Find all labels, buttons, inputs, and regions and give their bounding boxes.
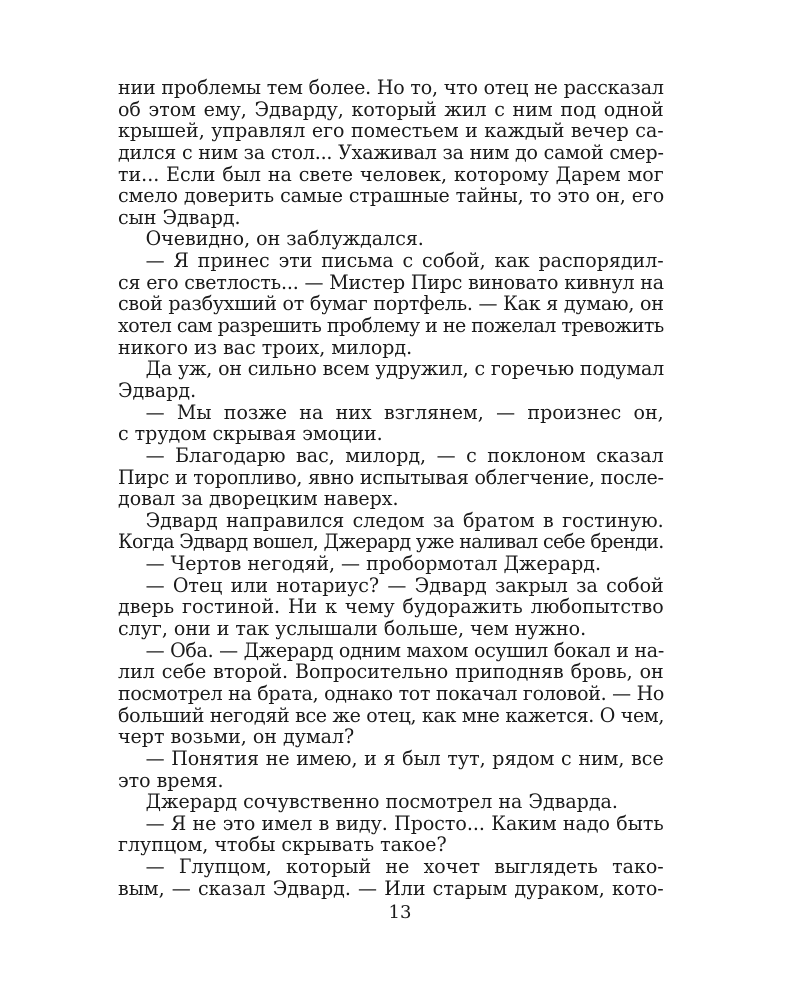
text-line: Джерард сочувственно посмотрел на Эдварда.	[145, 790, 618, 814]
text-line: — Отец или нотариус? — Эдвард закрыл за собой	[145, 573, 664, 597]
text-line: Эдвард направился следом за братом в гостиную.	[145, 508, 664, 532]
text-line: — Благодарю вас, милорд, — с поклоном сказал	[145, 443, 664, 467]
text-line: дверь гостиной. Ни к чему будоражить любопытство	[118, 595, 664, 619]
text-line: Да уж, он сильно всем удружил, с горечью подумал	[145, 357, 665, 381]
text-line: слуг, они и так услышали больше, чем нужно.	[118, 617, 587, 641]
body-text	[118, 77, 664, 899]
text-line: глупцом, чтобы скрывать такое?	[118, 833, 447, 857]
text-line: Эдвард.	[118, 378, 197, 402]
text-line: лил себе второй. Вопросительно приподняв бровь, он	[118, 660, 664, 684]
text-line: Пирс и торопливо, явно испытывая облегчение, после-	[118, 465, 664, 489]
text-line: свой разбухший от бумаг портфель. — Как я думаю, он	[118, 292, 664, 316]
text-line: вым, — сказал Эдвард. — Или старым дураком, кото-	[118, 876, 664, 900]
text-line: нии проблемы тем более. Но то, что отец не рассказал	[118, 76, 664, 99]
text-line: ся его светлость... — Мистер Пирс виновато кивнул на	[118, 270, 664, 294]
text-line: об этом ему, Эдварду, который жил с ним под одной	[118, 97, 664, 121]
text-line: Когда Эдвард вошел, Джерард уже наливал себе бренди.	[118, 530, 664, 554]
text-line: хотел сам разрешить проблему и не пожелал тревожить	[118, 314, 664, 338]
text-line: с трудом скрывая эмоции.	[118, 422, 383, 446]
text-line: сын Эдвард.	[118, 205, 241, 229]
text-line: — Понятия не имею, и я был тут, рядом с ним, все	[145, 746, 664, 770]
text-line: — Чертов негодяй, — пробормотал Джерард.	[145, 552, 602, 576]
text-line: больший негодяй все же отец, как мне кажется. О чем,	[118, 703, 665, 727]
text-line: — Мы позже на них взглянем, — произнес он,	[145, 400, 664, 424]
text-line: — Оба. — Джерард одним махом осушил бокал и на-	[145, 638, 664, 662]
text-line: — Я принес эти письма с собой, как распорядил-	[145, 249, 664, 273]
text-line: ти... Если был на свете человек, которому Дарем мог	[118, 162, 664, 186]
page-number: 13	[388, 902, 412, 923]
text-line: посмотрел на брата, однако тот покачал головой. — Но	[118, 681, 664, 705]
text-line: — Глупцом, который не хочет выглядеть тако-	[145, 855, 664, 879]
text-line: крышей, управлял его поместьем и каждый вечер са-	[118, 119, 664, 143]
text-line: смело доверить самые страшные тайны, то это он, его	[118, 184, 665, 208]
text-line: довал за дворецким наверх.	[118, 487, 399, 511]
text-line: это время.	[118, 768, 224, 792]
text-line: Очевидно, он заблуждался.	[145, 227, 424, 251]
text-line: черт возьми, он думал?	[118, 725, 355, 749]
text-line: никого из вас троих, милорд.	[118, 335, 413, 359]
text-line: — Я не это имел в виду. Просто... Каким надо быть	[145, 811, 664, 835]
text-line: дился с ним за стол... Ухаживал за ним до самой смер-	[118, 140, 664, 164]
